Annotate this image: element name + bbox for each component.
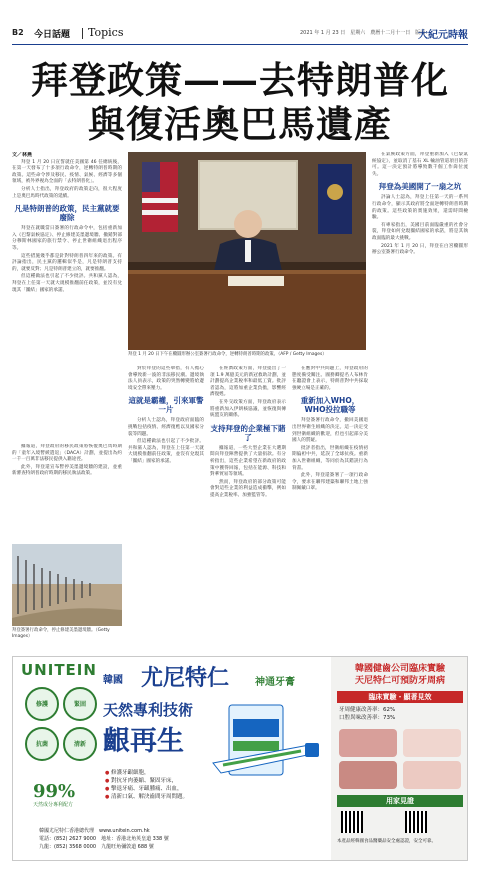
ad-side-band-results: 臨床實驗・顯著見效	[337, 691, 463, 703]
main-photo-caption: 拜登 1 月 20 日下午在橢圓形辦公室簽署行政命令，逆轉特朗普時期的政策。（AFP / Getty Images）	[128, 352, 327, 357]
headline-line-2: 與復活奧巴馬遺產	[88, 102, 392, 146]
border-wall-photo	[12, 544, 122, 626]
paragraph: 分析人士指出，拜登政府的政策走向，很大程度上是奧巴馬時代政策的延續。	[12, 186, 122, 199]
ad-side-band-testimonials: 用家見證	[337, 795, 463, 807]
page-number: B2	[12, 28, 24, 37]
ad-main-panel	[13, 657, 331, 861]
ad-contact-line: 電話：(852) 2627 9000 地址：香港北角英皇道 338 號	[39, 836, 169, 842]
paragraph: 批評者指出，世衛組織在疫情初期偏袒中共，延誤了全球抗疫。重新加入世衛組織，等同於為其錯誤行為背書。	[292, 445, 368, 471]
ad-product-claim: 齦再生	[103, 726, 184, 757]
page-header	[12, 28, 468, 42]
article-column-1	[12, 152, 122, 442]
headline-line-1: 拜登政策——去特朗普化	[31, 58, 449, 102]
paragraph: 據報道，一些大型企業在大選期間向拜登陣營提供了大量捐款。有分析指出，這些企業希望在新政府的政策中獲得回報，包括在能源、科技和對華貿易等領域。	[210, 445, 286, 478]
ad-patent: 天然專利技術	[103, 701, 194, 719]
paragraph: 在氣候政策方面，拜登重新加入《巴黎氣候協定》，並取消了基石 XL 輸油管道項目的許可。這一決定預計將導致數千個工作崗位流失。	[372, 152, 468, 177]
ad-benefit-list	[105, 769, 188, 801]
section-name: 今日話題	[34, 30, 71, 40]
subheading: 凡是特朗普的政策，民主黨就要廢除	[14, 204, 120, 223]
paragraph: 評論人士認為，拜登上任第一天的一系列行政命令，顯示其政府將全面逆轉特朗普時期的政策。這些政策的實施效果，還需時間檢驗。	[372, 195, 468, 221]
ad-title-brand: 尤尼特仁	[141, 665, 230, 691]
header-divider	[82, 28, 83, 39]
paragraph: 拜登在就職當日簽署的行政命令中，包括重新加入《巴黎氣候協定》、停止修建美墨邊境牆、撤銷對部分穆斯林國家的旅行禁令、停止世衛組織退出程序等。	[12, 226, 122, 251]
paragraph: 然而，拜登政府的部分政策可能會對這些企業的利益造成衝擊，例如提高企業稅率、加強監管等。	[210, 479, 286, 498]
fresh-icon: 清新	[63, 727, 97, 761]
topics-label: Topics	[88, 26, 124, 39]
main-photo	[128, 152, 366, 350]
paragraph: 但這種做法也引起了不少批評。共和黨人認為，拜登在上任第一天就大規模推翻前任政策，並沒有兌現其「團結」國家的承諾。	[128, 439, 204, 464]
paragraph: 在應對中共問題上，拜登政府的態度備受關注。國務卿提名人布林肯在聽證會上表示，特朗普對中共採取強硬立場是正確的。	[292, 366, 368, 391]
teeth-after-photo	[403, 761, 461, 789]
paragraph: 2021 年 1 月 20 日，拜登在白宮橢圓形辦公室簽署行政命令。	[372, 243, 468, 256]
paragraph: 拜登簽署行政命令，撤回美國退出世界衛生組織的決定。這一決定受到世衛組織的歡迎，但也引起部分美國人的質疑。	[292, 418, 368, 444]
toothpaste-tube-image	[209, 701, 325, 785]
brand-logo: 大紀元時報	[418, 30, 468, 41]
teeth-before-photo	[339, 729, 397, 757]
teeth-after-photo	[403, 729, 461, 757]
subheading: 這就是霸權，引來軍警一片	[128, 396, 204, 415]
toothpaste-advertisement	[12, 656, 468, 861]
ad-benefit-item: ● 擊退牙痛、牙齦腫痛、出血，	[105, 785, 188, 793]
ad-percent-sub: 天然成分專利配方	[33, 802, 74, 808]
qr-code-icon	[405, 811, 427, 833]
ad-side-stat: 口腔異味改善率：73%	[339, 715, 396, 721]
article-column-5	[372, 152, 468, 642]
ad-side-stat: 牙周健康改善率：62%	[339, 707, 396, 713]
subheading: 拜登為美國開了一扇之坑	[378, 182, 462, 192]
ad-title-product: 神通牙膏	[255, 677, 295, 688]
article-column-4	[292, 366, 368, 646]
ad-benefit-item: ● 清新口氣、解決齒間牙周問題。	[105, 793, 188, 801]
border-wall-image	[12, 544, 122, 626]
subheading: 重新加入WHO，WHO投拉職等	[300, 396, 360, 415]
paragraph: 據報道，拜登政府的移民政策將恢復奧巴馬時期的「童年入境暫緩遣返」（DACA）計劃，並提出為約一千一百萬非法移民提供入籍途徑。	[12, 444, 122, 463]
teeth-before-photo	[339, 761, 397, 789]
ad-side-panel	[331, 657, 468, 861]
ad-side-footnote: 本產品經韓國食品醫藥品安全處認證，安全可靠。	[337, 839, 436, 844]
paragraph: 但這種做法也引起了不少批評。共和黨人認為，拜登在上任第一天就大規模推翻前任政策，並沒有兌現其「團結」國家的承諾。	[12, 274, 122, 293]
headline	[12, 58, 468, 146]
date-line: 2021 年 1 月 23 日 星期六 農曆十二月十一日 版面：	[300, 30, 431, 36]
antibacterial-icon: 抗菌	[25, 727, 59, 761]
header-rule	[12, 44, 468, 45]
qr-code-icon	[341, 811, 363, 833]
ad-benefit-item: ● 修護牙齦細胞，	[105, 769, 188, 777]
ad-title-country: 韓國	[103, 675, 123, 686]
paragraph: 這些措施幾乎都是針對特朗普四年來的政策。有評論指出，民主黨的邏輯似乎是，凡是特朗普支持的，就要反對；凡是特朗普建立的，就要推翻。	[12, 253, 122, 272]
ad-percent: 99%	[33, 781, 76, 802]
subheading: 支持拜登的企業極下賭了	[210, 423, 286, 442]
firm-icon: 緊固	[63, 687, 97, 721]
ad-contact-line: 九龍：(852) 3568 0000 九龍旺角彌敦道 688 號	[39, 844, 154, 850]
paragraph: 在經濟政策方面，拜登提出了一項 1.9 萬億美元的新冠救助計劃，並計劃提高企業稅率和最低工資。批評者認為，這將加重企業負擔，影響經濟復甦。	[210, 366, 286, 398]
border-wall-caption: 拜登簽署行政命令，停止修建美墨邊境牆。（Getty Images）	[12, 628, 110, 639]
article-column-2	[128, 366, 204, 646]
repair-icon: 修護	[25, 687, 59, 721]
ad-contact-line: 韓國尤尼特仁香港總代理 www.unitein.com.hk	[39, 828, 150, 834]
main-photo-image	[128, 152, 366, 350]
paragraph: 此外，拜登還宣布暫停美墨邊境牆的建設，並重新審查特朗普政府時期的移民執法政策。	[12, 464, 122, 477]
paragraph: 拜登 1 月 20 日宣誓就任美國第 46 任總統後，在第一天發布了十多項行政命令，逆轉特朗普時期的政策。這些命令涉及移民、疫情、氣候、經濟等多個領域，被外界視為全面的「去特朗普化」。	[12, 159, 122, 185]
ad-side-title: 韓國健齒公司臨床實驗 天尼特仁可預防牙周病	[354, 664, 445, 686]
paragraph: 在外交政策方面，拜登政府表示將重新加入伊朗核協議，並恢復與傳統盟友的關係。	[210, 399, 286, 419]
article-column-1b	[12, 444, 122, 540]
paragraph: 分析人士認為，拜登政府面臨的挑戰包括疫情、經濟復甦以及國家分裂等問題。	[128, 418, 204, 437]
ad-logo: UNITEIN	[21, 661, 97, 679]
ad-contact-info	[39, 827, 329, 851]
paragraph: 有專家指出，美國目前面臨嚴重的社會分裂，拜登如何兌現團結國家的承諾，將是其執政面臨的最大挑戰。	[372, 222, 468, 241]
article-column-3	[210, 366, 286, 646]
paragraph: 對於拜登的這些舉措，有人擔心會導致新一波的非法移民潮。邊境執法人員表示，政策的突然轉變將給邊境安全帶來壓力。	[128, 366, 204, 391]
ad-benefit-item: ● 對抗牙肉萎縮、緊固牙床，	[105, 777, 188, 785]
paragraph: 此外，拜登還簽署了一項行政命令，要求在聯邦建築和聯邦土地上強制佩戴口罩。	[292, 473, 368, 492]
byline: 文／林燕	[12, 152, 33, 158]
